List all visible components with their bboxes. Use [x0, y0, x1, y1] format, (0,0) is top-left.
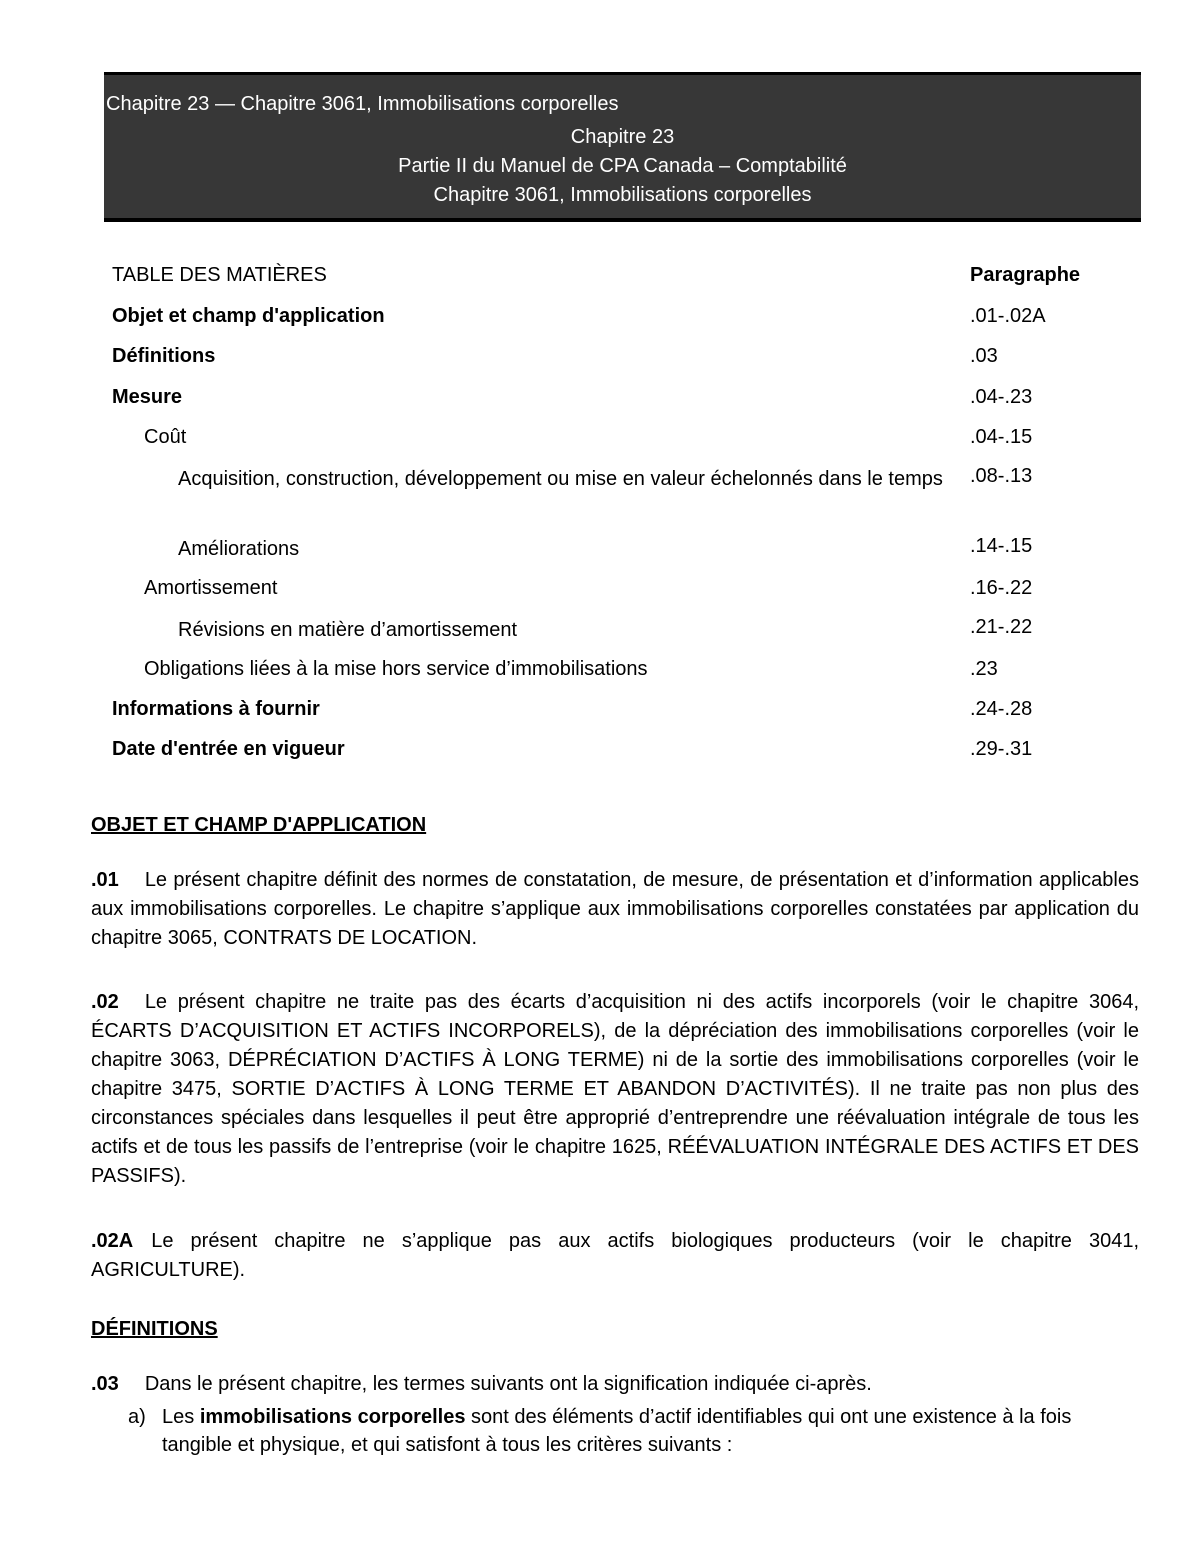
toc-row-paragraph: .24-.28 — [970, 698, 1033, 720]
paragraph-02a — [91, 1227, 1139, 1285]
definition-prefix: Les — [162, 1406, 195, 1428]
toc-row-label: Date d'entrée en vigueur — [112, 738, 345, 760]
paragraph-text: Le présent chapitre définit des normes de constatation, de mesure, de présentation et d’information applicables aux immobilisations corporelles. Le chapitre s’applique aux immobilisations corporelles constatées par application du chapitre 3065, CONTRATS DE LOCATION. — [91, 869, 1139, 949]
chapter-header-banner — [104, 72, 1141, 222]
toc-title: TABLE DES MATIÈRES — [112, 264, 327, 286]
list-marker: a) — [128, 1406, 146, 1428]
toc-row-label: Amortissement — [144, 577, 278, 599]
paragraph-02 — [91, 988, 1139, 1191]
header-running-title: Chapitre 23 — Chapitre 3061, Immobilisations corporelles — [106, 93, 619, 115]
toc-row-label: Définitions — [112, 345, 216, 367]
definition-body: sont des éléments d’actif identifiables qui ont une existence à la fois tangible et physique, et qui satisfont à tous les critères suivants : — [162, 1406, 1072, 1456]
toc-row-label: Acquisition, construction, développement ou mise en valeur échelonnés dans le temps — [178, 468, 943, 490]
definition-text — [162, 1403, 1139, 1459]
paragraph-number: .01 — [91, 869, 119, 891]
section-heading-definitions: DÉFINITIONS — [91, 1318, 218, 1340]
toc-row-paragraph: .01-.02A — [970, 305, 1046, 327]
paragraph-number: .03 — [91, 1373, 119, 1395]
toc-paragraph-header: Paragraphe — [970, 264, 1081, 286]
paragraph-text: Le présent chapitre ne s’applique pas aux actifs biologiques producteurs (voir le chapitre 3041, AGRICULTURE). — [91, 1230, 1139, 1281]
paragraph-text: Le présent chapitre ne traite pas des écarts d’acquisition ni des actifs incorporels (voir le chapitre 3064, ÉCARTS D’ACQUISITION ET ACTIFS INCORPORELS), de la dépréciation des immobilisations corporelles (voir le chapitre 3063, DÉPRÉCIATION D’ACTIFS À LONG TERME) ni de la sortie des immobilisations corporelles (voir le chapitre 3475, SORTIE D’ACTIFS À LONG TERME ET ABANDON D’ACTIVITÉS). Il ne traite pas non plus des circonstances spéciales dans lesquelles il peut être approprié d’entreprendre une réévaluation intégrale de tous les actifs et de tous les passifs de l’entreprise (voir le chapitre 1625, RÉÉVALUATION INTÉGRALE DES ACTIFS ET DES PASSIFS). — [91, 991, 1139, 1187]
toc-row-label: Informations à fournir — [112, 698, 320, 720]
toc-row-label: Révisions en matière d’amortissement — [178, 619, 518, 641]
header-manual-part: Partie II du Manuel de CPA Canada – Comptabilité — [398, 155, 847, 177]
header-chapter-title: Chapitre 3061, Immobilisations corporelles — [433, 184, 812, 206]
paragraph-number: .02A — [91, 1230, 134, 1252]
toc-row-paragraph: .04-.23 — [970, 386, 1033, 408]
defined-term: immobilisations corporelles — [199, 1406, 466, 1428]
toc-row-label: Objet et champ d'application — [112, 305, 385, 327]
toc-row-paragraph: .21-.22 — [970, 616, 1033, 638]
toc-row-paragraph: .08-.13 — [970, 465, 1033, 487]
section-heading-scope: OBJET ET CHAMP D'APPLICATION — [91, 814, 427, 836]
toc-row-paragraph: .16-.22 — [970, 577, 1033, 599]
toc-row-paragraph: .03 — [970, 345, 998, 367]
toc-row-label: Coût — [144, 426, 187, 448]
paragraph-number: .02 — [91, 991, 119, 1013]
toc-row-label: Obligations liées à la mise hors service d’immobilisations — [144, 658, 648, 680]
toc-row-label: Mesure — [112, 386, 183, 408]
header-chapter-number: Chapitre 23 — [570, 126, 675, 148]
toc-row-paragraph: .04-.15 — [970, 426, 1033, 448]
paragraph-03 — [91, 1370, 1139, 1399]
paragraph-text: Dans le présent chapitre, les termes suivants ont la signification indiquée ci-après. — [144, 1373, 872, 1395]
toc-row-paragraph: .29-.31 — [970, 738, 1033, 760]
toc-row-paragraph: .14-.15 — [970, 535, 1033, 557]
toc-row-paragraph: .23 — [970, 658, 998, 680]
paragraph-01 — [91, 866, 1139, 953]
toc-row-label: Améliorations — [178, 538, 300, 560]
